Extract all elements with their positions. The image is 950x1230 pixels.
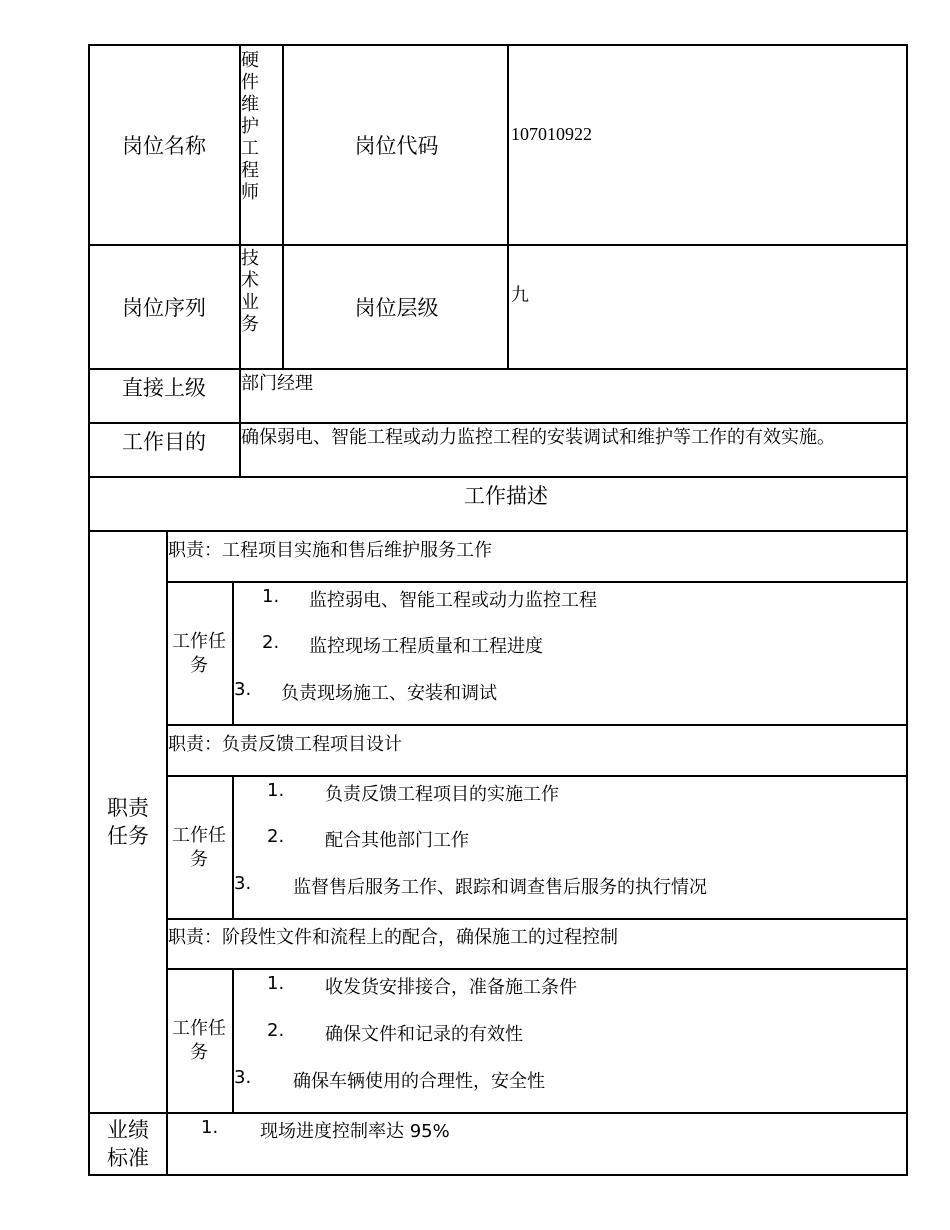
description-title-text: 工作描述 [464,484,548,508]
purpose-cell [239,422,907,478]
row-divider-6 [88,530,908,532]
duty-3-task-label-text: 工作任务 [172,1018,226,1063]
duty-3-task-1-num: 1. [267,973,285,994]
position-level-label: 岗位层级 [282,244,509,370]
performance-label [88,1112,168,1176]
duty-2-task-2: 配合其他部门工作 [325,830,469,851]
performance-item-1-num: 1. [201,1117,219,1138]
duty-2-divider [166,775,908,777]
duty-3-task-3-num: 3. [234,1067,252,1088]
duty-1-task-divider [232,581,234,726]
duty-3-task-divider [232,968,234,1114]
duty-1-task-3: 负责现场施工、安装和调试 [281,683,497,704]
duty-3-task-2-num: 2. [267,1020,285,1041]
position-series-label: 岗位序列 [122,296,206,320]
duty-3-title: 职责：阶段性文件和流程上的配合，确保施工的过程控制 [168,927,618,948]
row-divider-performance [88,1112,908,1114]
position-name-cell [239,44,284,246]
supervisor-value: 部门经理 [241,373,313,394]
purpose-value: 确保弱电、智能工程或动力监控工程的安装调试和维护等工作的有效实施。 [241,427,835,448]
position-series-cell [239,244,284,370]
duty-3-top-divider [166,918,908,920]
duties-label-text: 职责任务 [107,796,149,848]
position-level-value: 九 [511,285,529,306]
duties-label [88,530,168,1114]
duty-1-task-2: 监控现场工程质量和工程进度 [309,636,543,657]
duty-2-task-label [166,775,234,920]
duty-1-divider [166,581,908,583]
supervisor-cell [239,368,907,424]
supervisor-label-text: 直接上级 [122,376,206,400]
position-level-cell [507,244,907,370]
duty-3-task-3: 确保车辆使用的合理性，安全性 [293,1071,545,1092]
duty-2-task-1-num: 1. [267,780,285,801]
purpose-label [88,422,240,478]
duty-1-task-label-text: 工作任务 [172,630,226,676]
duty-1-task-label [166,581,234,726]
position-series-value: 技术业务 [241,248,259,335]
duty-1-task-1-num: 1. [262,586,280,607]
position-code-cell [507,44,907,246]
duty-2-task-3-num: 3. [234,873,252,894]
duty-2-top-divider [166,724,908,726]
duty-2-task-3: 监督售后服务工作、跟踪和调查售后服务的执行情况 [293,877,707,898]
duty-1-task-3-num: 3. [234,679,252,700]
purpose-label-text: 工作目的 [122,430,206,454]
supervisor-label [88,368,240,424]
duty-3-divider [166,968,908,970]
duty-3-task-1: 收发货安排接合，准备施工条件 [325,977,577,998]
duty-1-task-2-num: 2. [262,632,280,653]
position-name-label: 岗位名称 [122,134,206,158]
duty-1-title: 职责：工程项目实施和售后维护服务工作 [168,540,492,561]
description-title [88,476,908,532]
duty-2-task-1: 负责反馈工程项目的实施工作 [325,784,559,805]
position-code-value: 107010922 [511,124,592,144]
duty-2-title: 职责：负责反馈工程项目设计 [168,734,402,755]
duty-2-task-2-num: 2. [267,826,285,847]
duty-3-task-label [166,968,234,1114]
duty-1-task-1: 监控弱电、智能工程或动力监控工程 [309,590,597,611]
duty-3-task-2: 确保文件和记录的有效性 [325,1024,523,1045]
duty-2-task-label-text: 工作任务 [172,824,226,870]
duty-2-task-divider [232,775,234,920]
performance-label-text: 业绩标准 [107,1118,149,1170]
performance-item-1: 现场进度控制率达 95% [260,1121,450,1142]
position-code-label: 岗位代码 [282,44,509,246]
position-name-value: 硬件维护工程师 [241,50,259,203]
